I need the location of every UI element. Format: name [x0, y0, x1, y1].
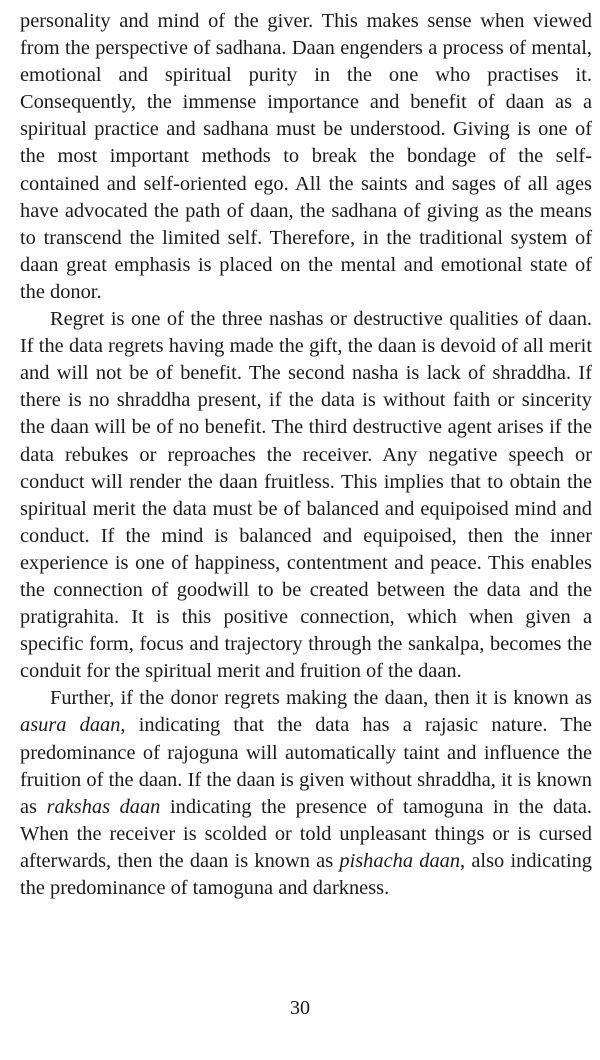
term-pishacha-daan: pishacha daan	[339, 849, 461, 872]
paragraph-1-text: personality and mind of the giver. This makes sense when viewed from the perspective of sadhana. Daan engenders a process of mental, emotional and spiritual purity in the one who practises it. Consequently, the immense importance and benefit of daan as a spiritual practice and sadhana must be understood. Giving is one of the most important methods to break the bondage of the self-contained and self-oriented ego. All the saints and sages of all ages have advocated the path of daan, the sadhana of giving as the means to transcend the limited self. Therefore, in the traditional system of daan great emphasis is placed on the mental and emotional state of the donor.	[20, 10, 592, 303]
paragraph-3-text-4: , also indicating the predominance of tamoguna and darkness.	[20, 849, 593, 899]
paragraph-3-text-2: , indicating that the data has a rajasic nature. The predominance of rajoguna will automatically taint and influence the fruition of the daan. If the daan is given without shraddha, it is known as	[20, 714, 592, 818]
page-number: 30	[290, 997, 310, 1019]
paragraph-3-text-1: Further, if the donor regrets making the daan, then it is known as	[50, 687, 592, 710]
term-rakshas-daan: rakshas daan	[46, 795, 161, 818]
paragraph-2	[20, 306, 592, 685]
paragraph-3-text-3: indicating the presence of tamoguna in the data. When the receiver is scolded or told unpleasant things or is cursed afterwards, then the daan is known as	[20, 795, 593, 872]
page-body	[20, 8, 592, 902]
term-asura-daan: asura daan	[20, 714, 121, 737]
paragraph-3	[20, 685, 592, 902]
paragraph-1	[20, 8, 592, 306]
paragraph-2-text: Regret is one of the three nashas or destructive qualities of daan. If the data regrets having made the gift, the daan is devoid of all merit and will not be of benefit. The second nasha is lack of shraddha. If there is no shraddha present, if the data is without faith or sincerity the daan will be of no benefit. The third destructive agent arises if the data rebukes or reproaches the receiver. Any negative speech or conduct will render the daan fruitless. This implies that to obtain the spiritual merit the data must be of balanced and equipoised mind and conduct. If the mind is balanced and equipoised, then the inner experience is one of happiness, contentment and peace. This enables the connection of goodwill to be created between the data and the pratigrahita. It is this positive connection, which when given a specific form, focus and trajectory through the sankalpa, becomes the conduit for the spiritual merit and fruition of the daan.	[20, 308, 592, 683]
